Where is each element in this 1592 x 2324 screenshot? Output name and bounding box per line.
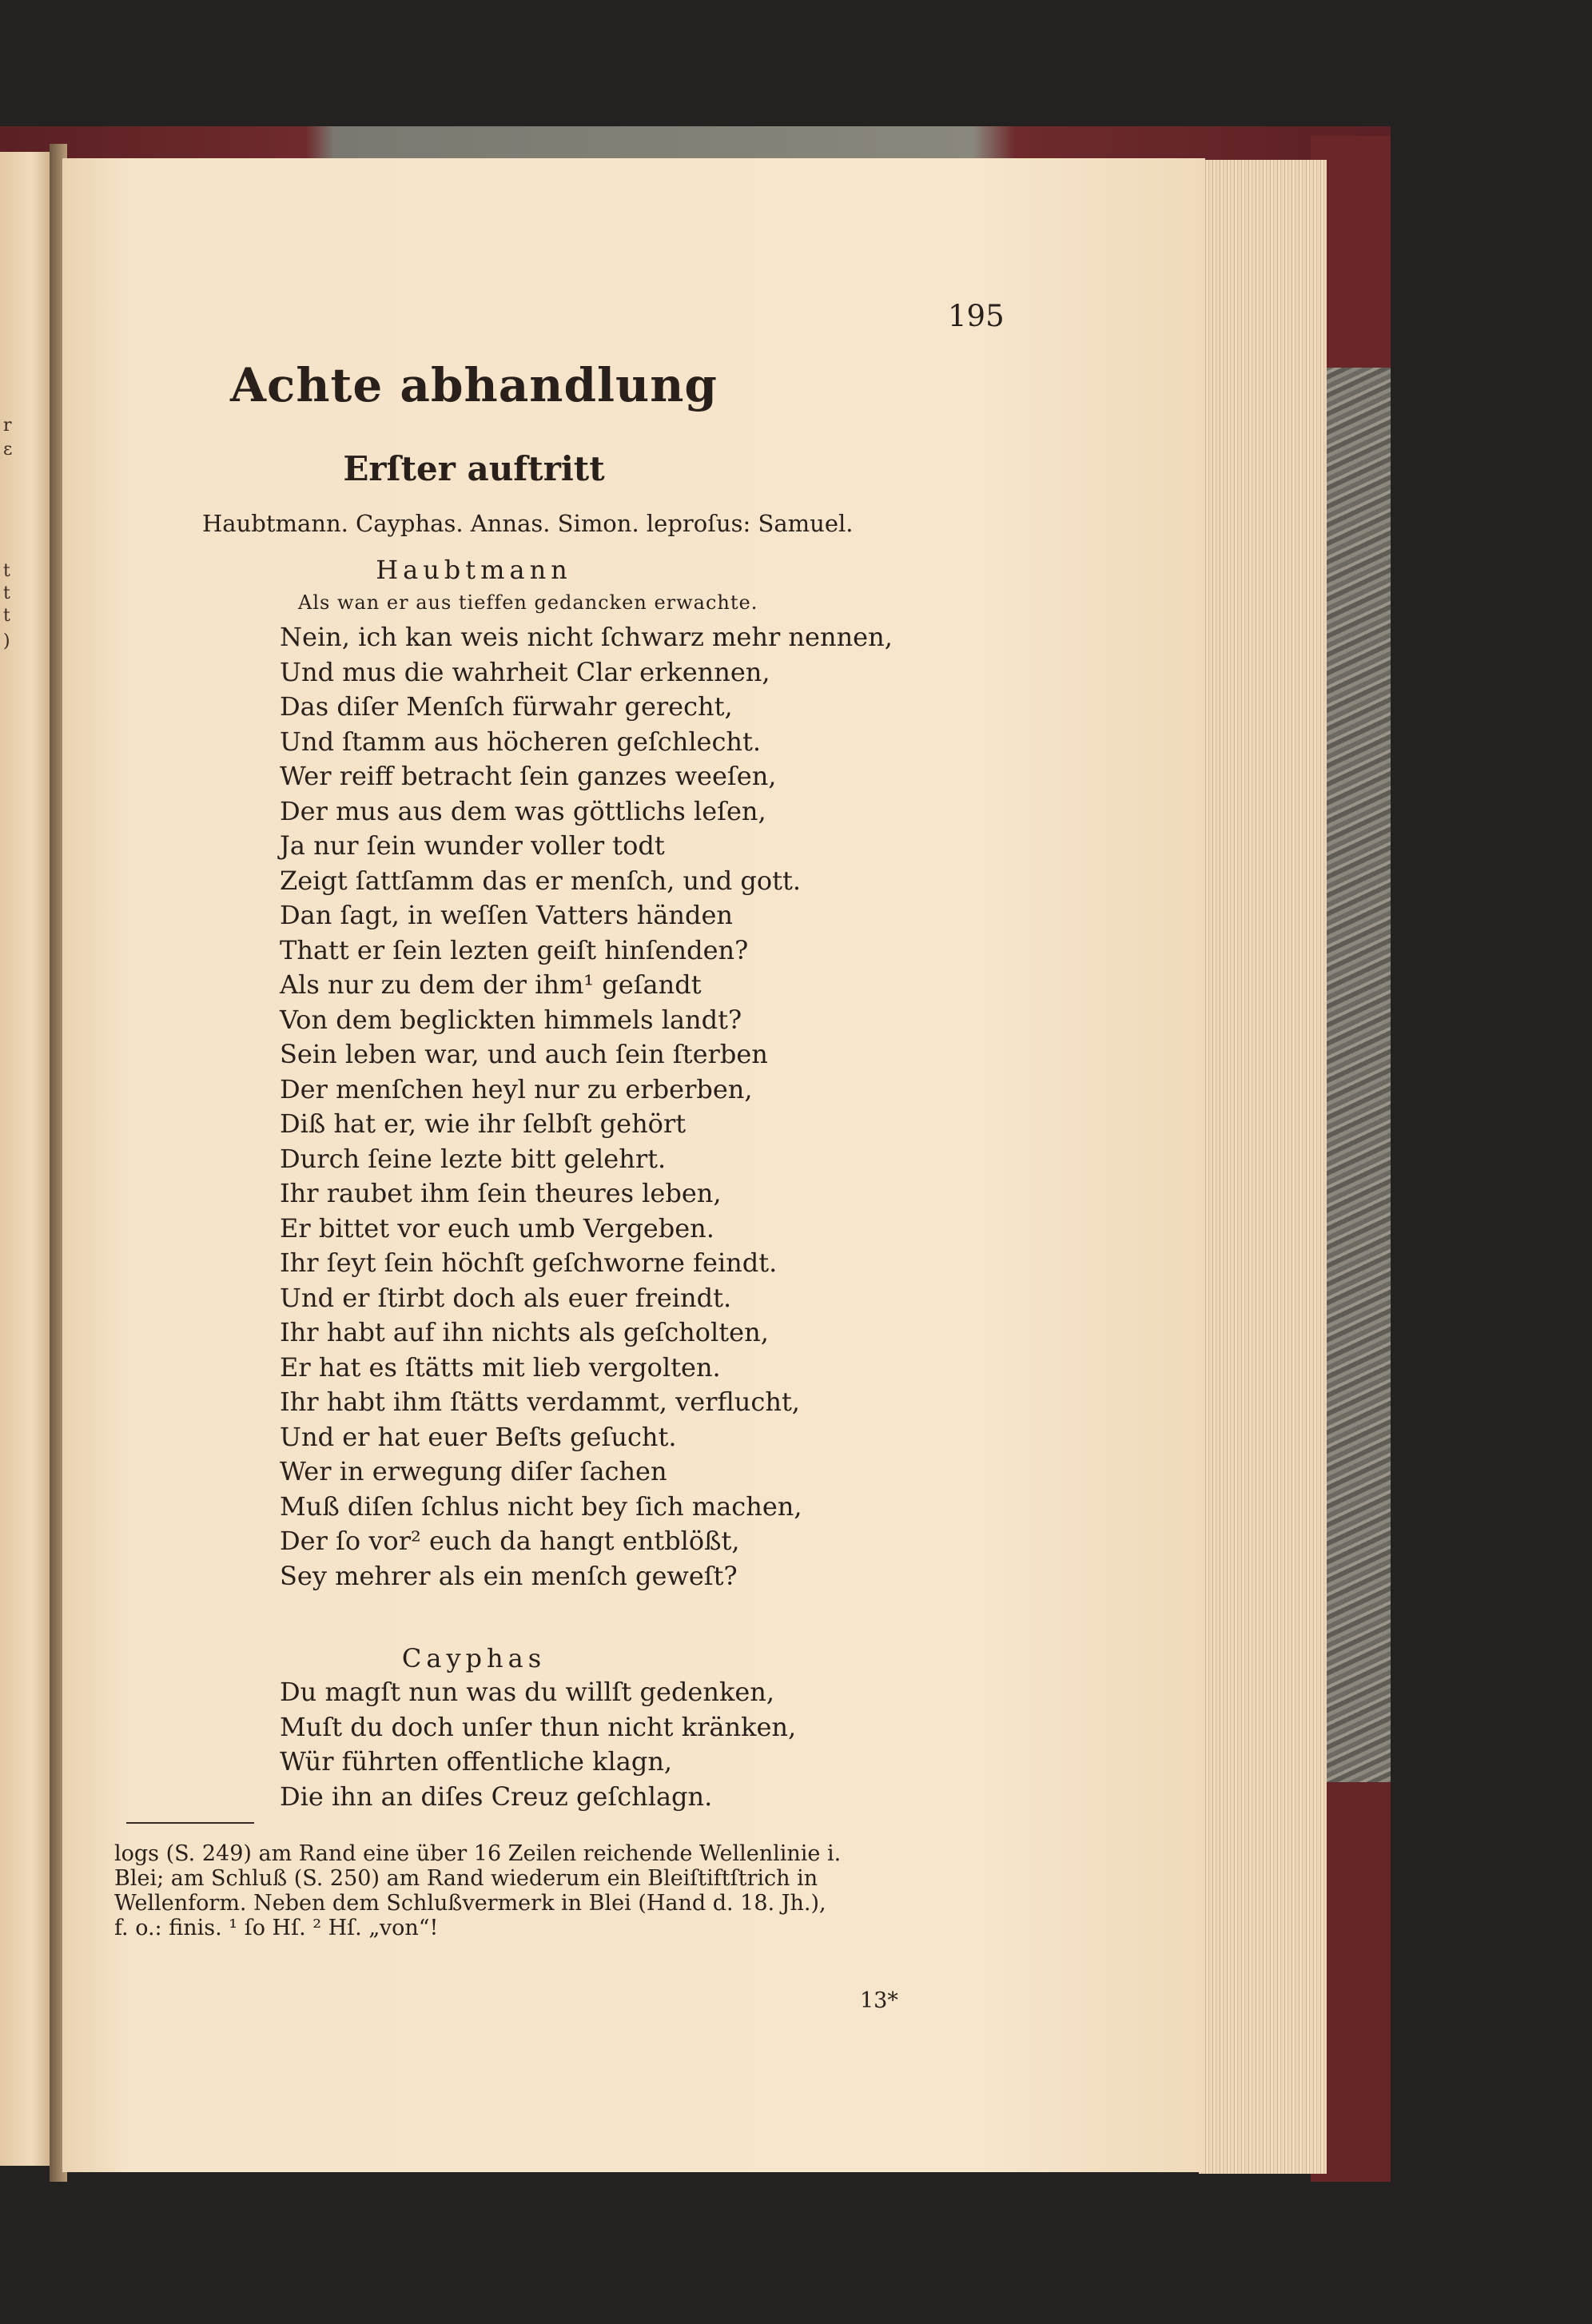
verse-line: Und er ſtirbt doch als euer freindt. (280, 1282, 732, 1313)
verse-line: Und mus die wahrheit Clar erkennen, (280, 656, 770, 687)
verse-line: Das diſer Menſch fürwahr gerecht, (280, 691, 733, 722)
verse-line: Von dem beglickten himmels landt? (280, 1004, 742, 1035)
verse-line: Ihr habt ihm ſtätts verdammt, verflucht, (280, 1387, 800, 1417)
facing-page-fragment: t (3, 583, 10, 603)
verse-line: Der menſchen heyl nur zu erberben, (280, 1073, 753, 1104)
verse-line: Ihr raubet ihm ſein theures leben, (280, 1178, 722, 1208)
page-title: Achte abhandlung (230, 358, 718, 412)
verse-line: Und er hat euer Beſts geſucht. (280, 1421, 677, 1452)
verse-line: Und ſtamm aus höcheren geſchlecht. (280, 726, 762, 757)
facing-page (0, 152, 53, 2166)
signature-mark: 13* (860, 1988, 898, 2013)
verse-line: Wür führten offentliche klagn, (280, 1746, 673, 1777)
footnote-line: f. o.: finis. ¹ ſo Hſ. ² Hſ. „von“! (114, 1916, 439, 1940)
cast-list: Haubtmann. Cayphas. Annas. Simon. leproſus: Samuel. (202, 510, 854, 537)
facing-page-fragment: t (3, 561, 10, 581)
verse-line: Wer in erwegung diſer ſachen (280, 1456, 667, 1486)
facing-page-fragment: ɛ (3, 440, 13, 460)
verse-line: Ihr ſeyt ſein höchſt geſchworne feindt. (280, 1248, 778, 1278)
footnote-line: Wellenform. Neben dem Schlußvermerk in Blei (Hand d. 18. Jh.), (114, 1891, 826, 1916)
verse-line: Die ihn an diſes Creuz geſchlagn. (280, 1781, 713, 1812)
verse-line: Diß hat er, wie ihr ſelbſt gehört (280, 1108, 687, 1139)
verse-line: Er bittet vor euch umb Vergeben. (280, 1212, 714, 1244)
verse-line: Dan ſagt, in weſſen Vatters händen (280, 900, 733, 930)
speaker-name: Cayphas (401, 1643, 547, 1673)
verse-line: Nein, ich kan weis nicht ſchwarz mehr nennen, (280, 622, 893, 652)
speaker-name: Haubtmann (376, 555, 572, 585)
book-page (62, 158, 1205, 2172)
verse-line: Du magſt nun was du willſt gedenken, (280, 1677, 775, 1707)
page-edges (1199, 160, 1327, 2174)
verse-line: Durch ſeine lezte bitt gelehrt. (280, 1143, 667, 1174)
verse-line: Ihr habt auf ihn nichts als geſcholten, (280, 1317, 769, 1347)
verse-line: Der mus aus dem was göttlichs leſen, (280, 795, 766, 826)
footnote-divider (126, 1822, 254, 1824)
page-number: 195 (948, 299, 1005, 333)
verse-block (280, 620, 893, 1594)
verse-line: Thatt er ſein lezten geiſt hinſenden? (280, 934, 749, 965)
verse-line: Muß diſen ſchlus nicht bey ſich machen, (280, 1490, 802, 1522)
verse-line: Wer reiff betracht ſein ganzes weeſen, (280, 761, 777, 791)
footnote-line: logs (S. 249) am Rand eine über 16 Zeilen reichende Wellenlinie i. (114, 1841, 842, 1866)
scene-heading: Erſter auftritt (343, 449, 605, 488)
verse-line: Er hat es ſtätts mit lieb vergolten. (280, 1351, 721, 1383)
verse-line: Zeigt ſattſamm das er menſch, und gott. (280, 865, 802, 896)
verse-line: Als nur zu dem der ihm¹ geſandt (280, 969, 702, 1000)
verse-block (280, 1675, 796, 1814)
verse-line: Muſt du doch unſer thun nicht kränken, (280, 1711, 797, 1742)
verse-line: Sein leben war, und auch ſein ſterben (280, 1039, 768, 1069)
facing-page-fragment: r (3, 416, 12, 436)
footnotes (114, 1841, 841, 1940)
verse-line: Ja nur ſein wunder voller todt (280, 830, 665, 861)
facing-page-fragment: ) (3, 631, 10, 651)
footnote-line: Blei; am Schluß (S. 250) am Rand wiederum ein Bleiſtiftſtrich in (114, 1866, 818, 1891)
verse-line: Der ſo vor² euch da hangt entblößt, (280, 1526, 740, 1556)
facing-page-fragment: t (3, 606, 10, 626)
verse-line: Sey mehrer als ein menſch geweſt? (280, 1560, 738, 1591)
stage-direction: Als wan er aus tieffen gedancken erwachte. (298, 591, 758, 614)
